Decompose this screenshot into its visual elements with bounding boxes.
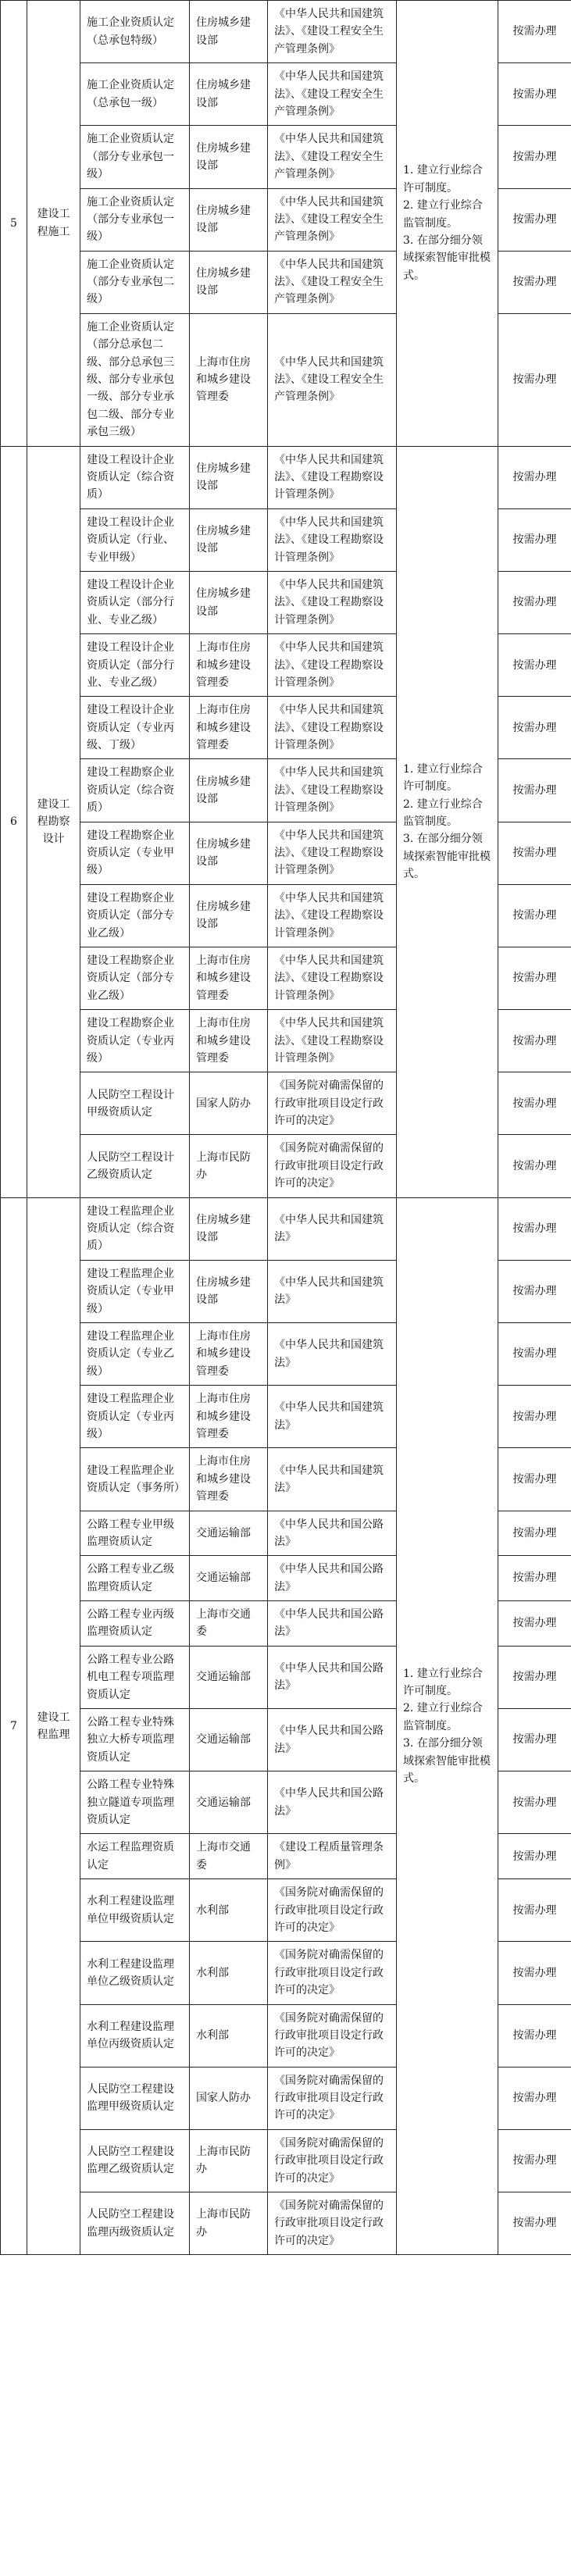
item-name: 人民防空工程建设监理甲级资质认定 <box>80 2067 190 2129</box>
item-department: 住房城乡建设部 <box>190 251 268 313</box>
item-handling-mode: 按需办理 <box>498 1010 571 1072</box>
item-name: 施工企业资质认定（总承包特级） <box>80 1 190 63</box>
item-department: 上海市住房和城乡建设管理委 <box>190 947 268 1009</box>
item-handling-mode: 按需办理 <box>498 2129 571 2192</box>
group-category: 建设工程勘察设计 <box>27 446 80 1197</box>
item-handling-mode: 按需办理 <box>498 1942 571 2004</box>
item-handling-mode: 按需办理 <box>498 947 571 1009</box>
item-department: 水利部 <box>190 1942 268 2004</box>
item-handling-mode: 按需办理 <box>498 1448 571 1511</box>
item-name: 公路工程专业甲级监理资质认定 <box>80 1511 190 1556</box>
item-department: 水利部 <box>190 1879 268 1942</box>
item-legal-basis: 《中华人民共和国建筑法》、《建设工程安全生产管理条例》 <box>268 251 397 313</box>
item-legal-basis: 《中华人民共和国建筑法》、《建设工程勘察设计管理条例》 <box>268 822 397 884</box>
item-handling-mode: 按需办理 <box>498 2192 571 2255</box>
item-name: 人民防空工程建设监理丙级资质认定 <box>80 2192 190 2255</box>
item-department: 上海市住房和城乡建设管理委 <box>190 1010 268 1072</box>
item-department: 国家人防办 <box>190 2067 268 2129</box>
item-department: 住房城乡建设部 <box>190 126 268 188</box>
item-legal-basis: 《国务院对确需保留的行政审批项目设定行政许可的决定》 <box>268 1135 397 1197</box>
item-legal-basis: 《中华人民共和国公路法》 <box>268 1601 397 1647</box>
item-name: 施工企业资质认定（部分总承包二级、部分总承包三级、部分专业承包一级、部分专业承包二级、部分专业承包三级） <box>80 313 190 446</box>
item-name: 公路工程专业丙级监理资质认定 <box>80 1601 190 1647</box>
item-handling-mode: 按需办理 <box>498 1646 571 1708</box>
item-name: 公路工程专业公路机电工程专项监理资质认定 <box>80 1646 190 1708</box>
item-legal-basis: 《国务院对确需保留的行政审批项目设定行政许可的决定》 <box>268 1072 397 1135</box>
item-handling-mode: 按需办理 <box>498 1879 571 1942</box>
item-legal-basis: 《中华人民共和国建筑法》、《建设工程安全生产管理条例》 <box>268 63 397 126</box>
item-legal-basis: 《中华人民共和国公路法》 <box>268 1646 397 1708</box>
item-handling-mode: 按需办理 <box>498 634 571 697</box>
item-legal-basis: 《中华人民共和国建筑法》、《建设工程勘察设计管理条例》 <box>268 947 397 1009</box>
item-handling-mode: 按需办理 <box>498 508 571 571</box>
item-name: 建设工程设计企业资质认定（综合资质） <box>80 446 190 508</box>
item-handling-mode: 按需办理 <box>498 313 571 446</box>
item-department: 住房城乡建设部 <box>190 63 268 126</box>
item-handling-mode: 按需办理 <box>498 884 571 947</box>
item-handling-mode: 按需办理 <box>498 126 571 188</box>
item-handling-mode: 按需办理 <box>498 1260 571 1322</box>
item-handling-mode: 按需办理 <box>498 2067 571 2129</box>
item-department: 交通运输部 <box>190 1771 268 1834</box>
item-department: 上海市民防办 <box>190 1135 268 1197</box>
group-number: 7 <box>1 1197 27 2255</box>
item-department: 上海市民防办 <box>190 2192 268 2255</box>
item-handling-mode: 按需办理 <box>498 822 571 884</box>
item-legal-basis: 《中华人民共和国建筑法》、《建设工程勘察设计管理条例》 <box>268 759 397 822</box>
item-department: 住房城乡建设部 <box>190 188 268 251</box>
item-name: 建设工程勘察企业资质认定（部分专业乙级） <box>80 947 190 1009</box>
item-handling-mode: 按需办理 <box>498 1197 571 1260</box>
item-name: 建设工程勘察企业资质认定（专业丙级） <box>80 1010 190 1072</box>
item-department: 交通运输部 <box>190 1709 268 1771</box>
item-handling-mode: 按需办理 <box>498 1771 571 1834</box>
item-department: 住房城乡建设部 <box>190 822 268 884</box>
item-legal-basis: 《国务院对确需保留的行政审批项目设定行政许可的决定》 <box>268 2004 397 2067</box>
item-department: 上海市交通委 <box>190 1601 268 1647</box>
item-name: 建设工程设计企业资质认定（行业、专业甲级） <box>80 508 190 571</box>
item-legal-basis: 《中华人民共和国建筑法》、《建设工程勘察设计管理条例》 <box>268 571 397 633</box>
item-department: 上海市住房和城乡建设管理委 <box>190 634 268 697</box>
item-department: 住房城乡建设部 <box>190 571 268 633</box>
item-name: 施工企业资质认定（部分专业承包二级） <box>80 251 190 313</box>
item-department: 上海市住房和城乡建设管理委 <box>190 697 268 759</box>
item-department: 住房城乡建设部 <box>190 1260 268 1322</box>
item-department: 上海市住房和城乡建设管理委 <box>190 313 268 446</box>
item-name: 建设工程勘察企业资质认定（综合资质） <box>80 759 190 822</box>
item-name: 建设工程设计企业资质认定（部分行业、专业乙级） <box>80 571 190 633</box>
item-name: 公路工程专业特殊独立隧道专项监理资质认定 <box>80 1771 190 1834</box>
item-department: 上海市住房和城乡建设管理委 <box>190 1448 268 1511</box>
item-legal-basis: 《中华人民共和国建筑法》 <box>268 1386 397 1448</box>
item-handling-mode: 按需办理 <box>498 251 571 313</box>
item-name: 人民防空工程设计乙级资质认定 <box>80 1135 190 1197</box>
item-department: 交通运输部 <box>190 1646 268 1708</box>
item-name: 建设工程设计企业资质认定（部分行业、专业乙级） <box>80 634 190 697</box>
item-legal-basis: 《中华人民共和国建筑法》、《建设工程勘察设计管理条例》 <box>268 1010 397 1072</box>
item-legal-basis: 《中华人民共和国建筑法》、《建设工程勘察设计管理条例》 <box>268 697 397 759</box>
item-department: 上海市交通委 <box>190 1834 268 1879</box>
item-department: 交通运输部 <box>190 1511 268 1556</box>
item-name: 水利工程建设监理单位乙级资质认定 <box>80 1942 190 2004</box>
item-name: 建设工程监理企业资质认定（专业乙级） <box>80 1323 190 1386</box>
item-name: 建设工程设计企业资质认定（专业丙级、丁级） <box>80 697 190 759</box>
group-number: 5 <box>1 1 27 447</box>
item-department: 住房城乡建设部 <box>190 1197 268 1260</box>
item-department: 住房城乡建设部 <box>190 1 268 63</box>
item-legal-basis: 《国务院对确需保留的行政审批项目设定行政许可的决定》 <box>268 2067 397 2129</box>
item-handling-mode: 按需办理 <box>498 1709 571 1771</box>
item-legal-basis: 《中华人民共和国公路法》 <box>268 1709 397 1771</box>
item-handling-mode: 按需办理 <box>498 1556 571 1601</box>
item-department: 住房城乡建设部 <box>190 884 268 947</box>
item-legal-basis: 《中华人民共和国建筑法》、《建设工程勘察设计管理条例》 <box>268 884 397 947</box>
item-legal-basis: 《中华人民共和国建筑法》、《建设工程安全生产管理条例》 <box>268 313 397 446</box>
item-department: 上海市住房和城乡建设管理委 <box>190 1323 268 1386</box>
group-category: 建设工程施工 <box>27 1 80 447</box>
item-legal-basis: 《国务院对确需保留的行政审批项目设定行政许可的决定》 <box>268 2192 397 2255</box>
item-legal-basis: 《中华人民共和国公路法》 <box>268 1556 397 1601</box>
item-name: 人民防空工程建设监理乙级资质认定 <box>80 2129 190 2192</box>
item-handling-mode: 按需办理 <box>498 759 571 822</box>
table-row <box>1 1 571 63</box>
item-legal-basis: 《中华人民共和国建筑法》、《建设工程勘察设计管理条例》 <box>268 508 397 571</box>
item-name: 公路工程专业乙级监理资质认定 <box>80 1556 190 1601</box>
item-legal-basis: 《中华人民共和国建筑法》 <box>268 1260 397 1322</box>
item-handling-mode: 按需办理 <box>498 2004 571 2067</box>
item-name: 建设工程勘察企业资质认定（部分专业乙级） <box>80 884 190 947</box>
item-handling-mode: 按需办理 <box>498 697 571 759</box>
item-handling-mode: 按需办理 <box>498 1386 571 1448</box>
item-legal-basis: 《国务院对确需保留的行政审批项目设定行政许可的决定》 <box>268 1942 397 2004</box>
group-category: 建设工程监理 <box>27 1197 80 2255</box>
item-department: 上海市住房和城乡建设管理委 <box>190 1386 268 1448</box>
group-reform-measures: 1. 建立行业综合许可制度。 2. 建立行业综合监管制度。 3. 在部分细分领域探索智能审批模式。 <box>397 1 498 447</box>
item-name: 施工企业资质认定（总承包一级） <box>80 63 190 126</box>
table-row <box>1 1197 571 1260</box>
item-legal-basis: 《中华人民共和国建筑法》、《建设工程勘察设计管理条例》 <box>268 634 397 697</box>
item-name: 水运工程监理资质认定 <box>80 1834 190 1879</box>
item-name: 建设工程监理企业资质认定（专业丙级） <box>80 1386 190 1448</box>
item-department: 国家人防办 <box>190 1072 268 1135</box>
item-handling-mode: 按需办理 <box>498 188 571 251</box>
item-legal-basis: 《国务院对确需保留的行政审批项目设定行政许可的决定》 <box>268 1879 397 1942</box>
item-legal-basis: 《中华人民共和国建筑法》 <box>268 1197 397 1260</box>
table-row <box>1 446 571 508</box>
item-handling-mode: 按需办理 <box>498 1511 571 1556</box>
group-reform-measures: 1. 建立行业综合许可制度。 2. 建立行业综合监管制度。 3. 在部分细分领域探索智能审批模式。 <box>397 1197 498 2255</box>
item-department: 上海市民防办 <box>190 2129 268 2192</box>
item-handling-mode: 按需办理 <box>498 1 571 63</box>
item-legal-basis: 《国务院对确需保留的行政审批项目设定行政许可的决定》 <box>268 2129 397 2192</box>
item-department: 住房城乡建设部 <box>190 508 268 571</box>
item-name: 水利工程建设监理单位丙级资质认定 <box>80 2004 190 2067</box>
group-reform-measures: 1. 建立行业综合许可制度。 2. 建立行业综合监管制度。 3. 在部分细分领域探索智能审批模式。 <box>397 446 498 1197</box>
item-name: 水利工程建设监理单位甲级资质认定 <box>80 1879 190 1942</box>
item-name: 公路工程专业特殊独立大桥专项监理资质认定 <box>80 1709 190 1771</box>
item-legal-basis: 《中华人民共和国建筑法》、《建设工程安全生产管理条例》 <box>268 1 397 63</box>
item-legal-basis: 《建设工程质量管理条例》 <box>268 1834 397 1879</box>
item-name: 施工企业资质认定（部分专业承包一级） <box>80 126 190 188</box>
item-legal-basis: 《中华人民共和国公路法》 <box>268 1771 397 1834</box>
item-department: 交通运输部 <box>190 1556 268 1601</box>
table-body <box>1 1 571 2255</box>
item-legal-basis: 《中华人民共和国建筑法》 <box>268 1323 397 1386</box>
item-name: 建设工程勘察企业资质认定（专业甲级） <box>80 822 190 884</box>
group-number: 6 <box>1 446 27 1197</box>
item-handling-mode: 按需办理 <box>498 1834 571 1879</box>
item-handling-mode: 按需办理 <box>498 571 571 633</box>
item-legal-basis: 《中华人民共和国建筑法》、《建设工程安全生产管理条例》 <box>268 188 397 251</box>
item-department: 水利部 <box>190 2004 268 2067</box>
item-handling-mode: 按需办理 <box>498 446 571 508</box>
item-legal-basis: 《中华人民共和国建筑法》、《建设工程勘察设计管理条例》 <box>268 446 397 508</box>
item-legal-basis: 《中华人民共和国建筑法》、《建设工程安全生产管理条例》 <box>268 126 397 188</box>
item-name: 人民防空工程设计甲级资质认定 <box>80 1072 190 1135</box>
item-handling-mode: 按需办理 <box>498 1601 571 1647</box>
item-legal-basis: 《中华人民共和国公路法》 <box>268 1511 397 1556</box>
item-name: 建设工程监理企业资质认定（专业甲级） <box>80 1260 190 1322</box>
item-handling-mode: 按需办理 <box>498 63 571 126</box>
item-handling-mode: 按需办理 <box>498 1135 571 1197</box>
item-name: 施工企业资质认定（部分专业承包一级） <box>80 188 190 251</box>
item-handling-mode: 按需办理 <box>498 1323 571 1386</box>
item-handling-mode: 按需办理 <box>498 1072 571 1135</box>
item-name: 建设工程监理企业资质认定（综合资质） <box>80 1197 190 1260</box>
item-department: 住房城乡建设部 <box>190 446 268 508</box>
item-name: 建设工程监理企业资质认定（事务所） <box>80 1448 190 1511</box>
item-department: 住房城乡建设部 <box>190 759 268 822</box>
item-legal-basis: 《中华人民共和国建筑法》 <box>268 1448 397 1511</box>
